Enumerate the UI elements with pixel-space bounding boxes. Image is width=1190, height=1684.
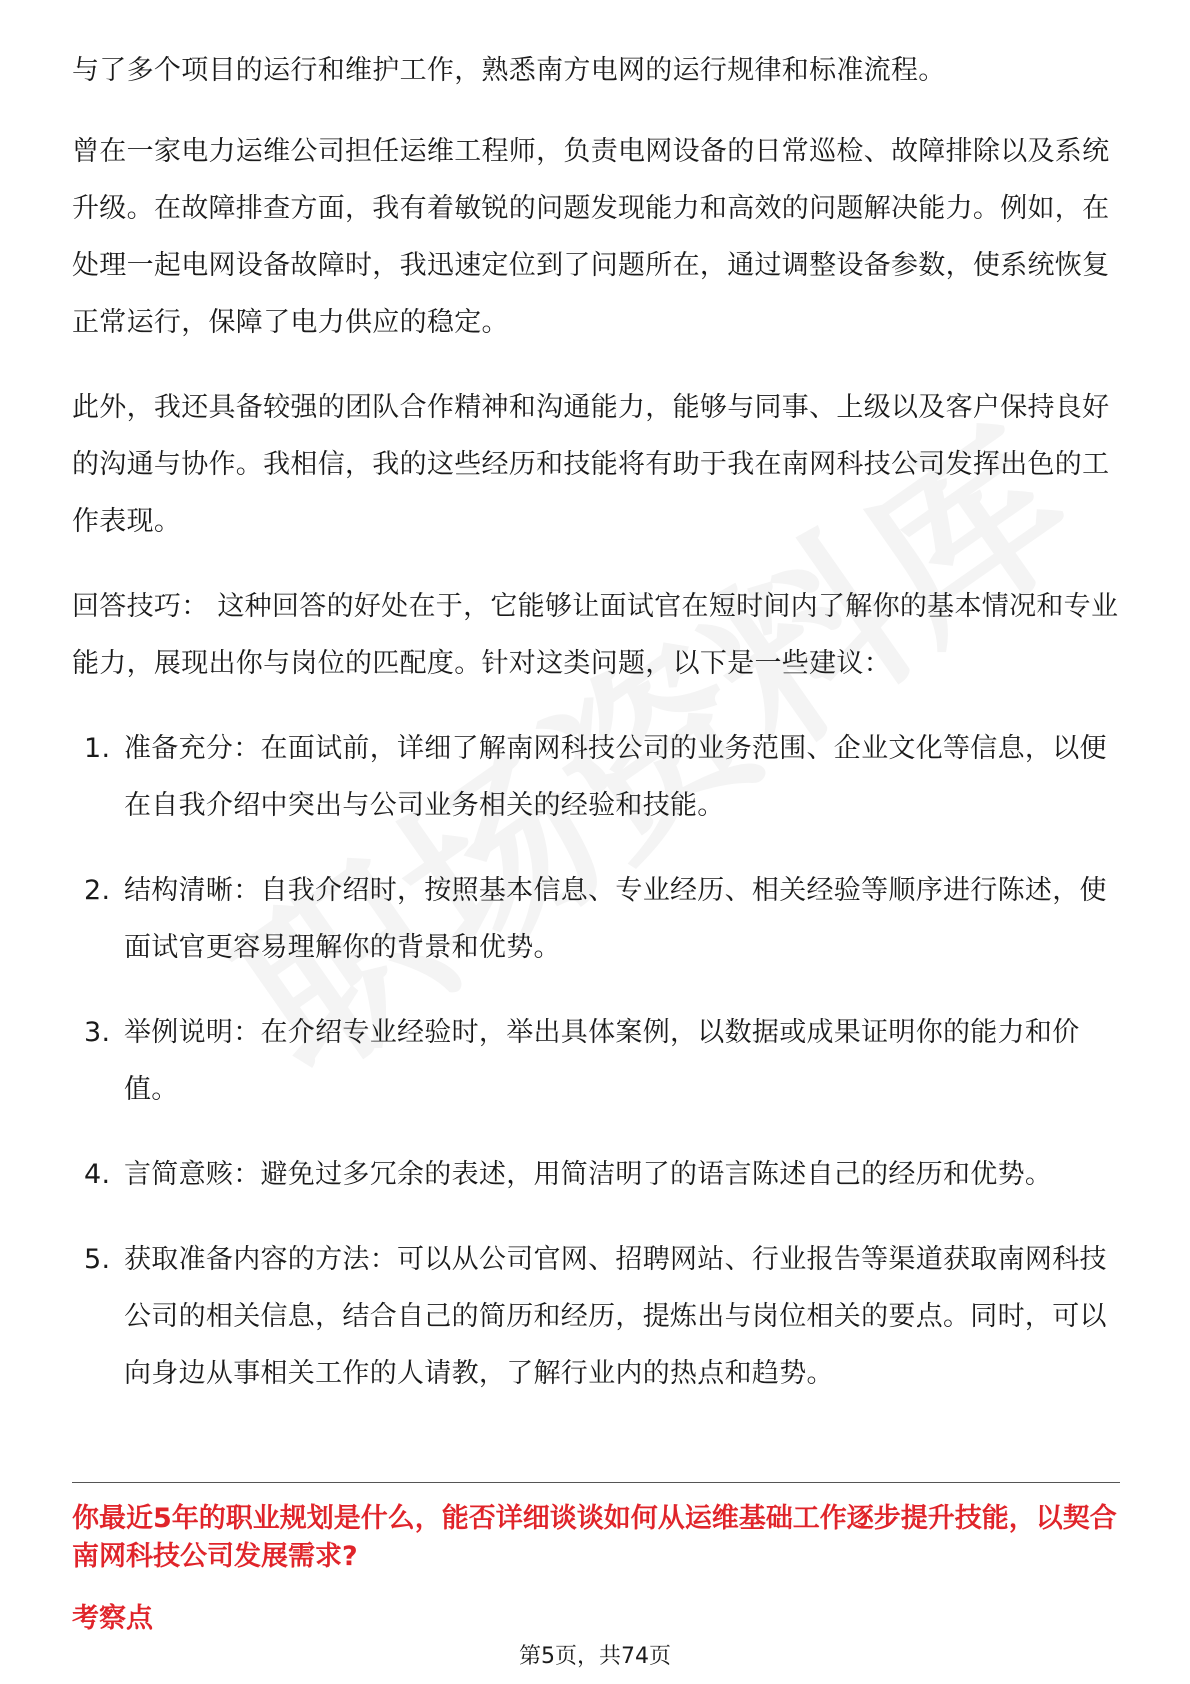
list-item-number: 4. bbox=[84, 1159, 111, 1190]
list-item-text: 举例说明：在介绍专业经验时，举出具体案例，以数据或成果证明你的能力和价值。 bbox=[124, 1017, 1080, 1105]
page-footer: 第5页，共74页 bbox=[519, 1644, 671, 1669]
section-label: 考察点 bbox=[72, 1603, 153, 1634]
list-item bbox=[72, 720, 1120, 834]
list-item-text: 获取准备内容的方法：可以从公司官网、招聘网站、行业报告等渠道获取南网科技公司的相关信息，结合自己的简历和经历，提炼出与岗位相关的要点。同时，可以向身边从事相关工作的人请教，了解行业内的热点和趋势。 bbox=[124, 1244, 1107, 1389]
list-item bbox=[72, 862, 1120, 976]
section-divider bbox=[72, 1482, 1120, 1483]
list-item-number: 1. bbox=[84, 733, 111, 764]
interview-question: 你最近5年的职业规划是什么，能否详细谈谈如何从运维基础工作逐步提升技能，以契合南网科技公司发展需求? bbox=[72, 1503, 1117, 1572]
list-item-text: 结构清晰：自我介绍时，按照基本信息、专业经历、相关经验等顺序进行陈述，使面试官更容易理解你的背景和优势。 bbox=[124, 875, 1107, 963]
list-item bbox=[72, 1231, 1120, 1402]
list-item-number: 2. bbox=[84, 875, 111, 906]
list-item-text: 准备充分：在面试前，详细了解南网科技公司的业务范围、企业文化等信息，以便在自我介绍中突出与公司业务相关的经验和技能。 bbox=[124, 733, 1107, 821]
list-item bbox=[72, 1004, 1120, 1118]
paragraph-answer-tips: 回答技巧： 这种回答的好处在于，它能够让面试官在短时间内了解你的基本情况和专业能力，展现出你与岗位的匹配度。针对这类问题，以下是一些建议： bbox=[72, 591, 1119, 679]
paragraph-intro-continuation: 与了多个项目的运行和维护工作，熟悉南方电网的运行规律和标准流程。 bbox=[72, 55, 946, 86]
list-item bbox=[72, 1146, 1120, 1203]
list-item-number: 3. bbox=[84, 1017, 111, 1048]
paragraph-experience: 曾在一家电力运维公司担任运维工程师，负责电网设备的日常巡检、故障排除以及系统升级。在故障排查方面，我有着敏锐的问题发现能力和高效的问题解决能力。例如，在处理一起电网设备故障时，我迅速定位到了问题所在，通过调整设备参数，使系统恢复正常运行，保障了电力供应的稳定。 bbox=[72, 136, 1110, 338]
document-body bbox=[72, 42, 1120, 1430]
tips-list bbox=[72, 720, 1120, 1402]
list-item-text: 言简意赅：避免过多冗余的表述，用简洁明了的语言陈述自己的经历和优势。 bbox=[124, 1159, 1053, 1190]
list-item-number: 5. bbox=[84, 1244, 111, 1275]
paragraph-teamwork: 此外，我还具备较强的团队合作精神和沟通能力，能够与同事、上级以及客户保持良好的沟通与协作。我相信，我的这些经历和技能将有助于我在南网科技公司发挥出色的工作表现。 bbox=[72, 392, 1110, 537]
